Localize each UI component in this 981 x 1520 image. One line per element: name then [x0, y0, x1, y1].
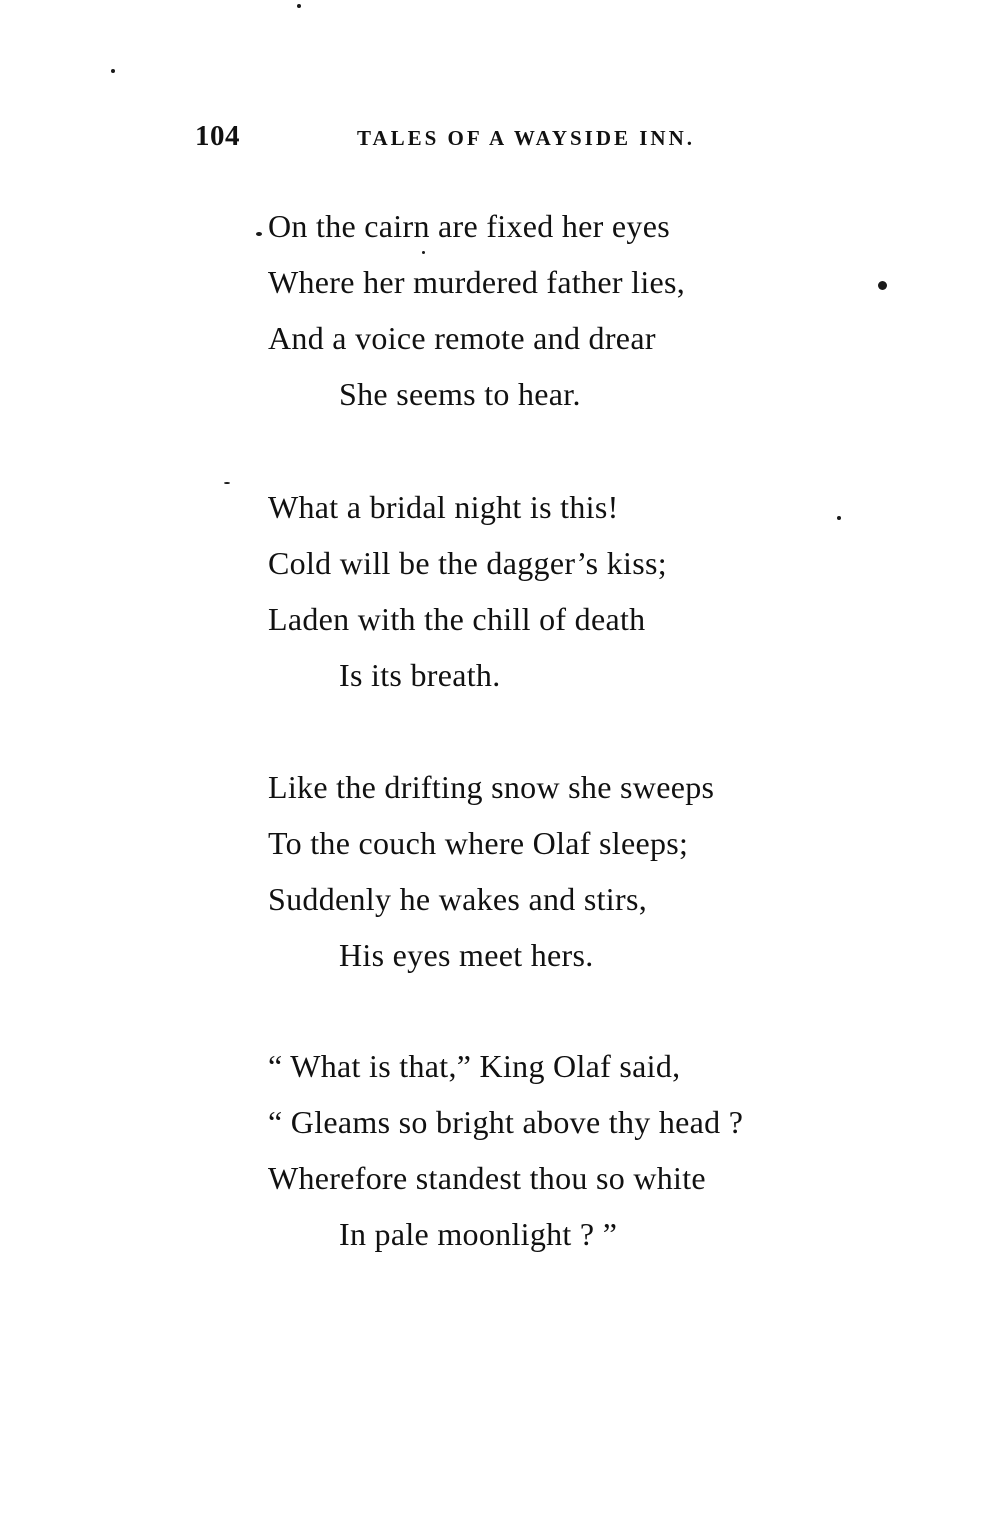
- page-number: 104: [195, 120, 240, 152]
- poem-line: What a bridal night is this!: [268, 489, 619, 525]
- running-title: TALES OF A WAYSIDE INN.: [357, 126, 696, 150]
- poem-line: To the couch where Olaf sleeps;: [268, 825, 689, 861]
- poem-line: And a voice remote and drear: [268, 320, 656, 356]
- scan-speck: [256, 232, 262, 236]
- poem-line: “ Gleams so bright above thy head ?: [268, 1104, 744, 1140]
- scan-speck: [224, 482, 230, 484]
- poem-line: Suddenly he wakes and stirs,: [268, 881, 648, 917]
- stanza-3: [268, 759, 928, 983]
- scan-speck: [837, 516, 841, 520]
- stanza-1: [268, 198, 928, 422]
- scan-speck: [422, 251, 425, 254]
- poem-line-indented: His eyes meet hers.: [339, 937, 594, 973]
- poem-line: Wherefore standest thou so white: [268, 1160, 706, 1196]
- poem-line: On the cairn are fixed her eyes: [268, 208, 670, 244]
- poem-line: Cold will be the dagger’s kiss;: [268, 545, 667, 581]
- poem-line: Where her murdered father lies,: [268, 264, 686, 300]
- poem-line-indented: She seems to hear.: [339, 376, 581, 412]
- poem-line: “ What is that,” King Olaf said,: [268, 1048, 681, 1084]
- stanza-4: [268, 1038, 928, 1262]
- scan-speck: [297, 4, 301, 8]
- stanza-2: [268, 479, 928, 703]
- poem-line: Like the drifting snow she sweeps: [268, 769, 715, 805]
- poem-line: Laden with the chill of death: [268, 601, 646, 637]
- scan-speck: [111, 69, 115, 73]
- poem-line-indented: In pale moonlight ? ”: [339, 1216, 618, 1252]
- scan-speck: [878, 281, 887, 290]
- poem-line-indented: Is its breath.: [339, 657, 501, 693]
